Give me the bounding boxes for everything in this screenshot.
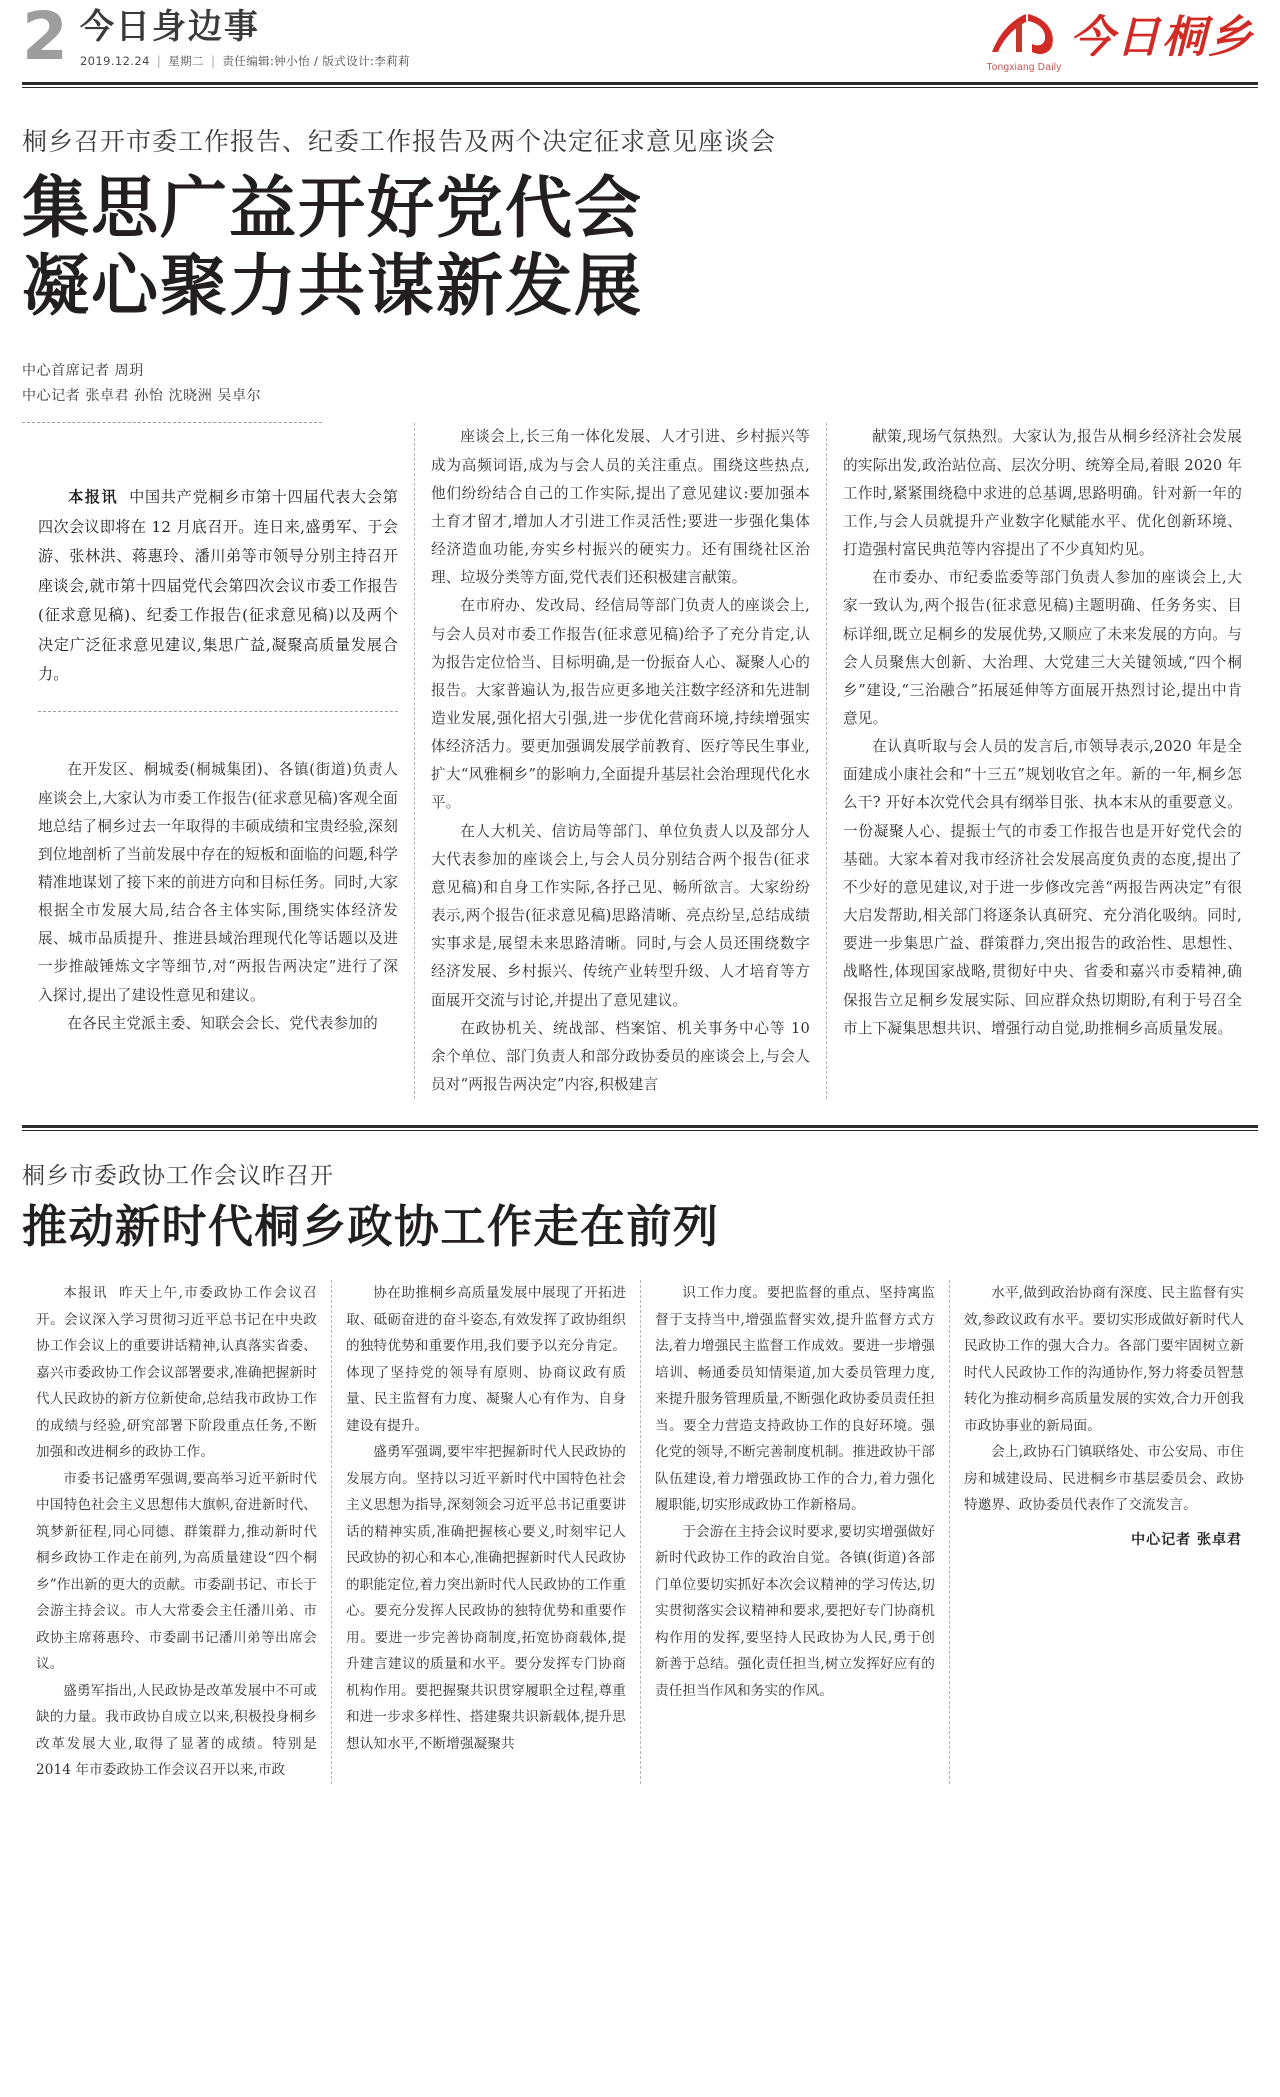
article-main — [0, 122, 1280, 1099]
divider-rule-thin — [22, 1130, 1258, 1131]
masthead — [0, 0, 1280, 82]
article2-signature: 中心记者 张卓君 — [1131, 1531, 1242, 1548]
article-secondary — [0, 1157, 1280, 1784]
lead-kicker: 本报讯 — [68, 488, 119, 507]
article1-column-1 — [22, 423, 414, 1099]
article2-c1-paragraph-3: 盛勇军指出,人民政协是改革发展中不可或缺的力量。我市政协自成立以来,积极投身桐乡改革发展大业,取得了显著的成绩。特别是 2014 年市委政协工作会议召开以来,市政 — [36, 1682, 317, 1779]
divider-rule-thick — [22, 1125, 1258, 1128]
article1-headline — [22, 170, 1258, 325]
article1-headline-line1: 集思广益开好党代会 — [22, 169, 643, 247]
weekday: 星期二 — [168, 53, 204, 68]
article2-lead-body: 昨天上午,市委政协工作会议召开。会议深入学习贯彻习近平总书记在中央政协工作会议上的重要讲话精神,认真落实省委、嘉兴市委政协工作会议部署要求,准确把握新时代人民政协的新方位新使命,总结我市政协工作的成绩与经验,研究部署下阶段重点任务,不断加强和改进桐乡的政协工作。 — [36, 1285, 317, 1461]
article2-c2-paragraph-2: 盛勇军强调,要牢牢把握新时代人民政协的发展方向。坚持以习近平新时代中国特色社会主义思想为指导,深刻领会习近平总书记重要讲话的精神实质,准确把握核心要义,时刻牢记人民政协的初心和本心,准确把握新时代人民政协的职能定位,着力突出新时代人民政协的工作重心。要充分发挥人民政协的独特优势和重要作用。要进一步完善协商制度,拓宽协商载体,提升建言建议的质量和水平。要分发挥专门协商机构作用。要把握聚共识贯穿履职全过程,尊重和进一步求多样性、搭建聚共识新载体,提升思想认知水平,不断增强凝聚共 — [346, 1444, 626, 1752]
meta-divider-icon: | — [210, 53, 216, 68]
article1-column-2 — [414, 423, 826, 1099]
masthead-rule-thick — [22, 82, 1258, 85]
article1-lead-paragraph — [38, 483, 398, 689]
logo-chinese-name: 今日桐乡 — [1070, 12, 1254, 63]
article1-column-3 — [826, 423, 1258, 1099]
article2-c2-paragraph-1: 协在助推桐乡高质量发展中展现了开拓进取、砥砺奋进的奋斗姿态,有效发挥了政协组织的独特优势和重要作用,我们要予以充分肯定。体现了坚持党的领导有原则、协商议政有质量、民主监督有力度、凝聚人心有作为、自身建设有提升。 — [346, 1285, 626, 1434]
article2-c4-paragraph-1: 水平,做到政治协商有深度、民主监督有实效,参政议政有水平。要切实形成做好新时代人民政协工作的强大合力。各部门要牢固树立新时代人民政协工作的沟通协作,努力将委员智慧转化为推动桐乡高质量发展的实效,合力开创我市政协事业的新局面。 — [964, 1285, 1244, 1434]
section-divider — [22, 1099, 1258, 1131]
article2-c1-paragraph-1 — [36, 1280, 317, 1466]
article1-c3-paragraph-3: 在认真听取与会人员的发言后,市领导表示,2020 年是全面建成小康社会和“十三五”规划收官之年。新的一年,桐乡怎么干? 开好本次党代会具有纲举目张、执本末从的重要意义。一份凝聚人心、提振士气的市委工作报告也是开好党代会的基础。大家本着对我市经济社会发展高度负责的态度,提出了不少好的意见建议,对于进一步修改完善“两报告两决定”有很大启发帮助,相关部门将逐条认真研究、充分消化吸纳。同时,要进一步集思广益、群策群力,突出报告的政治性、思想性、战略性,体现国家战略,贯彻好中央、省委和嘉兴市委精神,确保报告立足桐乡发展实际、回应群众热切期盼,有利于号召全市上下凝集思想共识、增强行动自觉,助推桐乡高质量发展。 — [843, 738, 1242, 1037]
masthead-logo — [986, 6, 1254, 73]
article1-headline-line2: 凝心聚力共谋新发展 — [22, 246, 643, 325]
article2-column-4 — [949, 1280, 1258, 1784]
article1-c2-paragraph-4: 在政协机关、统战部、档案馆、机关事务中心等 10 余个单位、部门负责人和部分政协委员的座谈会上,与会人员对“两报告两决定”内容,积极建言 — [431, 1019, 810, 1094]
article2-column-2 — [331, 1280, 640, 1784]
article1-c2-paragraph-3: 在人大机关、信访局等部门、单位负责人以及部分人大代表参加的座谈会上,与会人员分别结合两个报告(征求意见稿)和自身工作实际,各抒己见、畅所欲言。大家纷纷表示,两个报告(征求意见稿)思路清晰、亮点纷呈,总结成绩实事求是,展望未来思路清晰。同时,与会人员还围绕数字经济发展、乡村振兴、传统产业转型升级、人才培育等方面展开交流与讨论,并提出了意见建议。 — [431, 822, 810, 1009]
article2-headline: 推动新时代桐乡政协工作走在前列 — [22, 1200, 720, 1254]
article1-c1-paragraph-2: 在开发区、桐城委(桐城集团)、各镇(街道)负责人座谈会上,大家认为市委工作报告(征求意见稿)客观全面地总结了桐乡过去一年取得的丰硕成绩和宝贵经验,深刻到位地剖析了当前发展中存在的短板和面临的问题,科学精准地谋划了接下来的前进方向和目标任务。同时,大家根据全市发展大局,结合各主体实际,围绕实体经济发展、城市品质提升、推进县域治理现代化等话题以及进一步推敲锤炼文字等细节,对“两报告两决定”进行了深入探讨,提出了建设性意见和建议。 — [38, 761, 398, 1004]
article1-c3-paragraph-2: 在市委办、市纪委监委等部门负责人参加的座谈会上,大家一致认为,两个报告(征求意见稿)主题明确、任务务实、目标详细,既立足桐乡的发展优势,又顺应了未来发展的方向。与会人员聚焦大创新、大治理、大党建三大关键领域,“四个桐乡”建设,“三治融合”拓展延伸等方面展开热烈讨论,提出中肯意见。 — [843, 569, 1242, 727]
logo-latin-text: Tongxiang Daily — [986, 62, 1062, 73]
article2-c3-paragraph-2: 于会游在主持会议时要求,要切实增强做好新时代政协工作的政治自觉。各镇(街道)各部门单位要切实抓好本次会议精神的学习传达,切实贯彻落实会议精神和要求,要把好专门协商机构作用的发挥,要坚持人民政协为人民,勇于创新善于总结。强化责任担当,树立发挥好应有的责任担当作风和务实的作风。 — [655, 1523, 935, 1699]
section-title: 今日身边事 — [79, 7, 260, 47]
article2-c1-paragraph-2: 市委书记盛勇军强调,要高举习近平新时代中国特色社会主义思想伟大旗帜,奋进新时代、筑梦新征程,同心同德、群策群力,推动新时代桐乡政协工作走在前列,为高质量建设“四个桐乡”作出新的更大的贡献。市委副书记、市长于会游主持会议。市人大常委会主任潘川弟、市政协主席蒋惠玲、市委副书记潘川弟等出席会议。 — [36, 1470, 317, 1673]
masthead-meta — [80, 53, 410, 69]
article1-c3-paragraph-1: 献策,现场气氛热烈。大家认为,报告从桐乡经济社会发展的实际出发,政治站位高、层次分明、统筹全局,着眼 2020 年工作时,紧紧围绕稳中求进的总基调,思路明确。针对新一年的工作,与会人员就提升产业数字化赋能水平、优化创新环境、打造强村富民典范等内容提出了不少真知灼见。 — [843, 428, 1242, 559]
article2-shoulder-headline: 桐乡市委政协工作会议昨召开 — [22, 1163, 334, 1190]
article1-columns — [22, 423, 1258, 1099]
article2-column-3 — [640, 1280, 949, 1784]
article2-lead-kicker: 本报讯 — [63, 1285, 108, 1302]
masthead-titles — [80, 6, 410, 69]
article2-columns — [22, 1280, 1258, 1784]
page-number: 2 — [22, 0, 66, 75]
lead-body: 中国共产党桐乡市第十四届代表大会第四次会议即将在 12 月底召开。连日来,盛勇军、于会游、张林洪、蒋惠玲、潘川弟等市领导分别主持召开座谈会,就市第十四届党代会第四次会议市委工作报告(征求意见稿)、纪委工作报告(征求意见稿)以及两个决定广泛征求意见建议,集思广益,凝聚高质量发展合力。 — [38, 488, 398, 683]
meta-divider-icon: | — [156, 53, 162, 68]
article1-c1-paragraph-3: 在各民主党派主委、知联会会长、党代表参加的 — [67, 1014, 378, 1032]
masthead-left — [22, 0, 410, 75]
byline-chief-reporter: 中心首席记者 周玥 — [22, 363, 144, 380]
article2-column-1 — [22, 1280, 331, 1784]
article1-c2-paragraph-2: 在市府办、发改局、经信局等部门负责人的座谈会上,与会人员对市委工作报告(征求意见稿)给予了充分肯定,认为报告定位恰当、目标明确,是一份振奋人心、凝聚人心的报告。大家普遍认为,报告应更多地关注数字经济和先进制造业发展,强化招大引强,进一步优化营商环境,持续增强实体经济活力。要更加强调发展学前教育、医疗等民生事业,扩大“风雅桐乡”的影响力,全面提升基层社会治理现代化水平。 — [431, 597, 810, 812]
publication-date: 2019.12.24 — [79, 53, 150, 68]
article2-c3-paragraph-1: 识工作力度。要把监督的重点、坚持寓监督于支持当中,增强监督实效,提升监督方式方法,着力增强民主监督工作成效。要进一步增强培训、畅通委员知情渠道,加大委员管理力度,来提升服务管理质量,不断强化政协委员责任担当。要全力营造支持政协工作的良好环境。强化党的领导,不断完善制度机制。推进政协干部队伍建设,着力增强政协工作的合力,着力强化履职能,切实形成政协工作新格局。 — [655, 1285, 935, 1514]
byline-reporters: 中心记者 张卓君 孙怡 沈晓洲 吴卓尔 — [22, 387, 262, 404]
article1-byline — [22, 359, 1258, 408]
article1-shoulder-headline: 桐乡召开市委工作报告、纪委工作报告及两个决定征求意见座谈会 — [22, 127, 777, 156]
article1-c2-paragraph-1: 座谈会上,长三角一体化发展、人才引进、乡村振兴等成为高频词语,成为与会人员的关注重点。围绕这些热点,他们纷纷结合自己的工作实际,提出了意见建议:要加强本土育才留才,增加人才引进工作灵活性;要进一步强化集体经济造血功能,夯实乡村振兴的硬实力。还有围绕社区治理、垃圾分类等方面,党代表们还积极建言献策。 — [431, 428, 810, 587]
editor-credits: 责任编辑:钟小怡 / 版式设计:李莉莉 — [222, 53, 410, 68]
tongxiang-daily-logo-icon — [986, 8, 1062, 73]
masthead-rule-thin — [22, 87, 1258, 88]
article2-c4-paragraph-2: 会上,政协石门镇联络处、市公安局、市住房和城建设局、民进桐乡市基层委员会、政协特邀界、政协委员代表作了交流发言。 — [964, 1444, 1244, 1514]
